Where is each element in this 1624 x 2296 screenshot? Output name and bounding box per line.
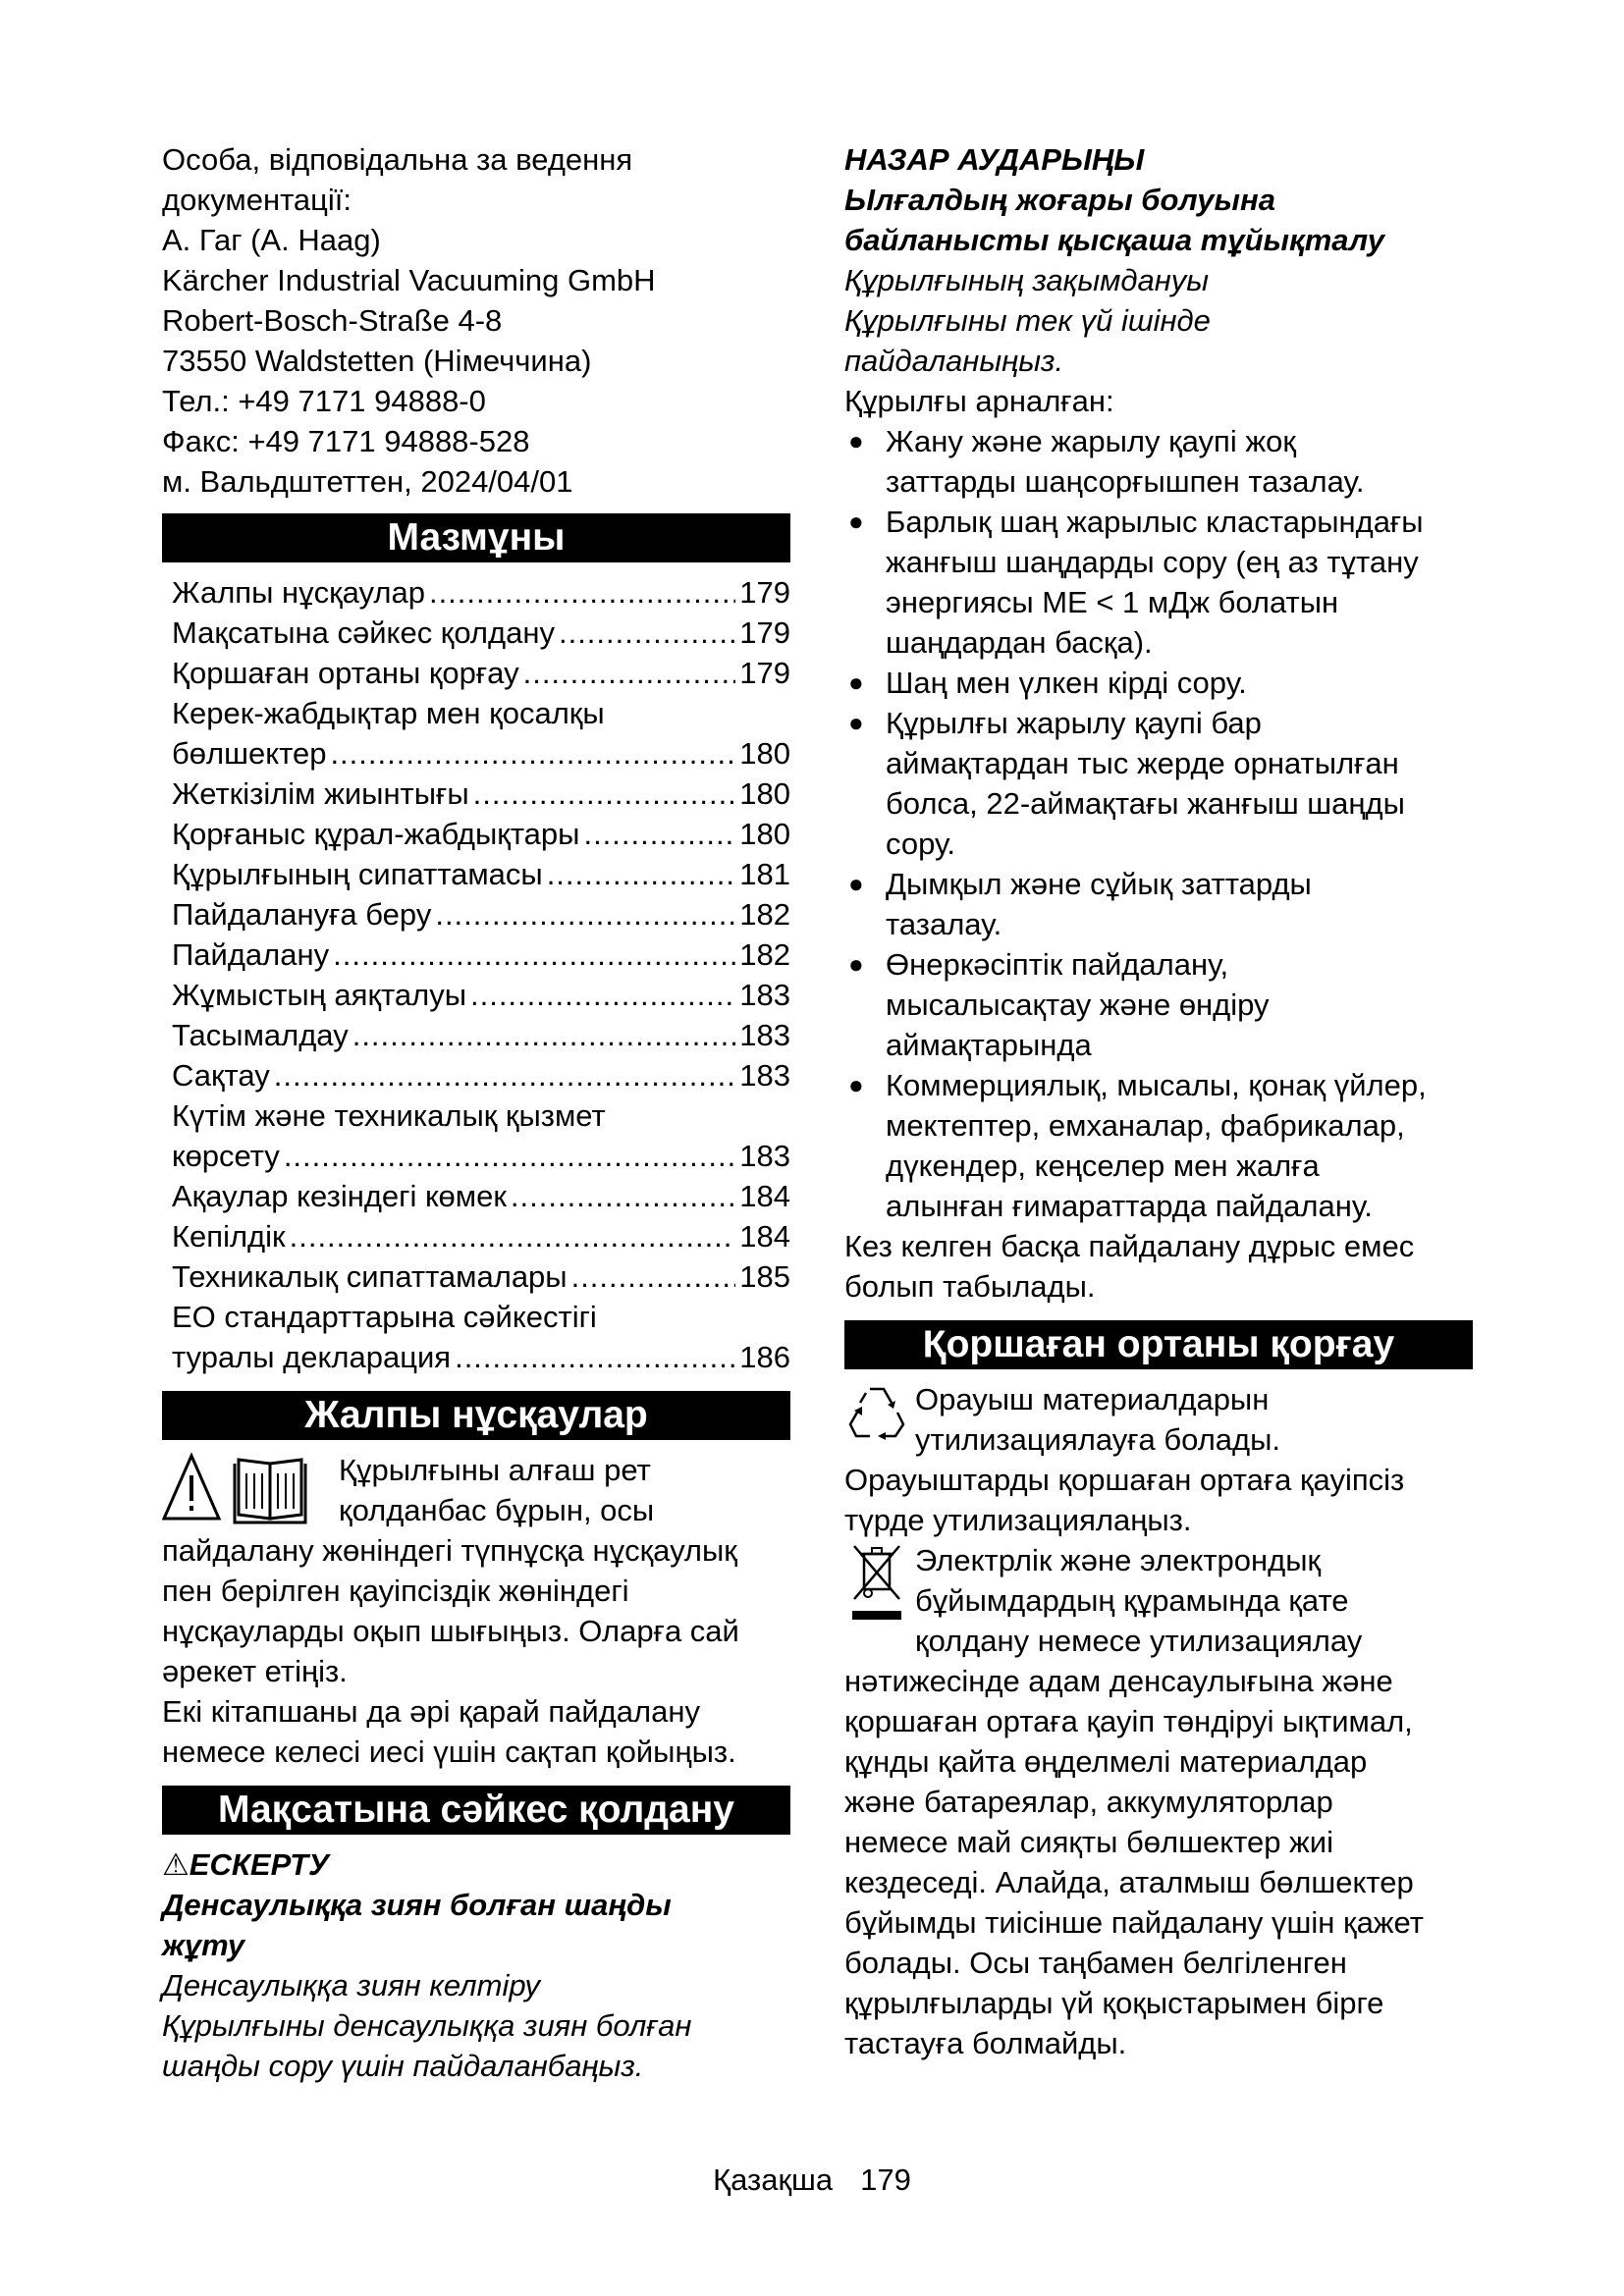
toc-entry-page: 183: [739, 1139, 790, 1173]
toc-entry-page: 183: [739, 1058, 790, 1093]
address-block: [162, 139, 790, 502]
weee-text-line: немесе май сияқты бөлшектер жиі: [844, 1825, 1333, 1859]
toc-entry-page: 179: [739, 656, 790, 690]
right-column: [844, 139, 1473, 2063]
toc-dot-leader: [290, 1216, 736, 1256]
toc-dot-leader: [455, 1337, 735, 1377]
usage-bullet-line: заттарды шаңсорғышпен тазалау.: [886, 464, 1365, 499]
toc-dot-leader: [352, 1015, 736, 1055]
usage-bullet-item: [844, 864, 1473, 944]
toc-entry-page: 180: [739, 817, 790, 851]
notice-italic-line: Құрылғыны тек үй ішінде: [844, 303, 1211, 338]
toc-entry-title: көрсету: [172, 1139, 280, 1173]
address-line: Kärcher Industrial Vacuuming GmbH: [162, 263, 656, 297]
toc-entry: [172, 613, 790, 653]
usage-bullet-line: аймақтардан тыс жерде орнатылған: [886, 746, 1399, 780]
toc-entry-title: Жұмыстың аяқталуы: [172, 978, 466, 1012]
recycle-text-line: түрде утилизациялаңыз.: [844, 1503, 1192, 1537]
toc-entry-title: Құрылғының сипаттамасы: [172, 857, 543, 891]
toc-entry-title-first-line: Күтім және техникалық қызмет: [172, 1098, 606, 1133]
weee-icon-wrap: [844, 1540, 913, 1658]
notice-outro-line: Кез келген басқа пайдалану дұрыс емес: [844, 1229, 1415, 1263]
toc-entry-title: Пайдалануға беру: [172, 897, 432, 932]
toc-dot-leader: [470, 975, 735, 1015]
recycling-icon-wrap: [844, 1379, 913, 1458]
toc-dot-leader: [559, 613, 735, 653]
toc-entry: [172, 854, 790, 894]
usage-bullet-line: ● Шаң мен үлкен кірді сору.: [886, 666, 1247, 700]
toc-dot-leader: [523, 653, 736, 693]
usage-bullet-item: [844, 663, 1473, 703]
toc-heading: Мазмұны: [162, 513, 790, 562]
address-line: Факс: +49 7171 94888-528: [162, 424, 530, 458]
recycle-line: утилизациялауға болады.: [915, 1422, 1280, 1457]
warning-italic-line: Құрылғыны денсаулыққа зиян болған: [162, 2008, 692, 2043]
usage-bullet-line: аймақтарында: [886, 1028, 1092, 1062]
toc-entry: [172, 1136, 790, 1176]
toc-entry: [172, 1015, 790, 1055]
address-line: 73550 Waldstetten (Німеччина): [162, 344, 592, 378]
usage-bullet-line: ● Құрылғы жарылу қаупі бар: [886, 706, 1262, 740]
notice-outro-line: болып табылады.: [844, 1269, 1096, 1304]
address-line: Особа, відповідальна за ведення: [162, 142, 633, 177]
usage-bullet-line: тазалау.: [886, 907, 1002, 941]
toc-entry-title: Жалпы нұсқаулар: [172, 575, 425, 610]
usage-bullet-item: [844, 502, 1473, 663]
page-footer: [0, 2160, 1624, 2200]
toc-entry: [172, 1337, 790, 1377]
toc-dot-leader: [435, 894, 735, 934]
address-line: Тел.: +49 7171 94888-0: [162, 384, 486, 418]
usage-bullet-line: ● Коммерциялық, мысалы, қонақ үйлер,: [886, 1068, 1427, 1102]
usage-bullet-line: ● Дымқыл және сұйық заттарды: [886, 867, 1312, 901]
usage-bullet-line: мектептер, емханалар, фабрикалар,: [886, 1108, 1405, 1143]
usage-bullet-line: ● Барлық шаң жарылыс кластарындағы: [886, 505, 1424, 539]
toc-entry-title: Пайдалану: [172, 937, 330, 972]
general-text-line: немесе келесі иесі үшін сақтап қойыңыз.: [162, 1735, 736, 1769]
notice-italic-line: пайдаланыңыз.: [844, 344, 1064, 378]
weee-text-line: тастауға болмайды.: [844, 2026, 1127, 2060]
usage-bullet-line: алынған ғимараттарда пайдалану.: [886, 1189, 1373, 1223]
footer-page-number: 179: [860, 2163, 911, 2197]
usage-bullet-list: [844, 421, 1473, 1226]
weee-line: қолдану немесе утилизациялау: [915, 1624, 1363, 1658]
toc-dot-leader: [274, 1055, 735, 1095]
usage-bullet-line: ● Жану және жарылу қаупі жоқ: [886, 424, 1296, 458]
toc-dot-leader: [583, 814, 735, 854]
general-text-line: пен берілген қауіпсіздік жөніндегі: [162, 1574, 629, 1608]
usage-bullet-item: [844, 703, 1473, 864]
general-heading: Жалпы нұсқаулар: [162, 1391, 790, 1440]
notice-block: [844, 139, 1473, 1307]
toc-entry-page: 183: [739, 1018, 790, 1052]
usage-bullet-line: жанғыш шаңдарды сору (ең аз тұтану: [886, 545, 1419, 579]
usage-bullet-line: ● Өнеркәсіптік пайдалану,: [886, 947, 1229, 982]
usage-bullet-line: энергиясы МЕ < 1 мДж болатын: [886, 585, 1339, 619]
notice-intro: Құрылғы арналған:: [844, 384, 1114, 418]
toc-entry-page: 184: [739, 1219, 790, 1254]
toc-entry-page: 184: [739, 1179, 790, 1213]
recycle-line: Орауыш материалдарын: [915, 1382, 1270, 1416]
weee-text-line: қоршаған ортаға қауіп төндіруі ықтимал,: [844, 1704, 1413, 1738]
notice-italic-line: Құрылғының зақымдануы: [844, 263, 1210, 297]
notice-bold-line: байланысты қысқаша тұйықталу: [844, 223, 1385, 257]
usage-bullet-line: сору.: [886, 827, 955, 861]
toc-entry-page: 179: [739, 615, 790, 650]
toc-entry-title: Мақсатына сәйкес қолдану: [172, 615, 555, 650]
recycle-text-line: Орауыштарды қоршаған ортаға қауіпсіз: [844, 1463, 1405, 1497]
toc-entry: [172, 733, 790, 774]
general-text-line: Екі кітапшаны да әрі қарай пайдалану: [162, 1694, 700, 1729]
usage-bullet-line: дүкендер, кеңселер мен жалға: [886, 1148, 1320, 1183]
toc-dot-leader: [284, 1136, 735, 1176]
toc-dot-leader: [429, 572, 735, 613]
warning-bold-line: жұту: [162, 1928, 245, 1962]
warning-label: ⚠ЕСКЕРТУ: [162, 1847, 330, 1882]
toc-entry-title: бөлшектер: [172, 736, 327, 771]
weee-line: бұйымдардың құрамында қате: [915, 1583, 1349, 1618]
weee-text-line: бұйымды тиісінше пайдалану үшін қажет: [844, 1905, 1424, 1940]
notice-bold-line: Ылғалдың жоғары болуына: [844, 183, 1275, 217]
toc-entry: [172, 572, 790, 613]
crossed-out-bin-icon: [844, 1540, 909, 1654]
warning-italic-line: шаңды сору үшін пайдаланбаңыз.: [162, 2049, 644, 2083]
address-line: документації:: [162, 183, 352, 217]
toc-dot-leader: [330, 733, 735, 774]
toc-entry-title: Ақаулар кезіндегі көмек: [172, 1179, 507, 1213]
intended-use-heading: Мақсатына сәйкес қолдану: [162, 1786, 790, 1835]
toc-entry-page: 179: [739, 575, 790, 610]
weee-text-line: болады. Осы таңбамен белгіленген: [844, 1946, 1347, 1980]
toc-dot-leader: [333, 934, 735, 975]
environment-block: [844, 1379, 1473, 2063]
toc-entry: [172, 1176, 790, 1216]
usage-bullet-item: [844, 421, 1473, 502]
weee-text-line: құрылғыларды үй қоқыстарымен бірге: [844, 1986, 1384, 2020]
toc-entry-title-first-line: Керек-жабдықтар мен қосалқы: [172, 696, 605, 730]
toc-entry-title: Тасымалдау: [172, 1018, 349, 1052]
weee-line: Электрлік және электрондық: [915, 1543, 1322, 1577]
toc-entry-title: туралы декларация: [172, 1340, 452, 1374]
weee-text: [844, 1661, 1473, 2063]
weee-text-line: кездеседі. Алайда, аталмыш бөлшектер: [844, 1865, 1414, 1899]
weee-text-line: және батареялар, аккумуляторлар: [844, 1785, 1333, 1819]
left-column: [162, 139, 790, 2086]
toc-entry-title: Қорғаныс құрал-жабдықтары: [172, 817, 580, 851]
toc-dot-leader: [473, 774, 736, 814]
toc-entry-page: 181: [739, 857, 790, 891]
toc-entry-page: 186: [739, 1340, 790, 1374]
environment-heading: Қоршаған ортаны қорғау: [844, 1320, 1473, 1369]
toc-entry-page: 180: [739, 736, 790, 771]
toc-entry: [172, 1256, 790, 1297]
address-line: Robert-Bosch-Straße 4-8: [162, 303, 503, 338]
usage-bullet-item: [844, 1065, 1473, 1226]
toc-entry-page: 182: [739, 897, 790, 932]
address-line: м. Вальдштеттен, 2024/04/01: [162, 464, 573, 499]
toc-entry: [172, 814, 790, 854]
recycling-icon: [844, 1379, 909, 1444]
general-text-line: әрекет етіңіз.: [162, 1654, 348, 1688]
toc-entry: [172, 975, 790, 1015]
toc-entry-title: Техникалық сипаттамалары: [172, 1259, 568, 1294]
toc-dot-leader: [511, 1176, 735, 1216]
toc-entry-title: Жеткізілім жиынтығы: [172, 776, 469, 811]
toc-entry-page: 180: [739, 776, 790, 811]
warning-triangle-icon: [162, 1450, 329, 1530]
general-text-line: нұсқауларды оқып шығыңыз. Оларға сай: [162, 1614, 739, 1648]
toc-entry-title-first-line: ЕО стандарттарына сәйкестігі: [172, 1300, 597, 1334]
manual-book-icon: [235, 1460, 305, 1522]
weee-text-line: құнды қайта өңделмелі материалдар: [844, 1744, 1368, 1779]
warning-bold-line: Денсаулыққа зиян болған шаңды: [162, 1888, 672, 1922]
table-of-contents: [162, 572, 790, 1377]
toc-entry: [172, 774, 790, 814]
toc-entry: [172, 1055, 790, 1095]
address-line: А. Гаг (А. Haag): [162, 223, 381, 257]
toc-entry-page: 183: [739, 978, 790, 1012]
toc-entry: [172, 934, 790, 975]
general-text-line: пайдалану жөніндегі түпнұсқа нұсқаулық: [162, 1533, 737, 1568]
usage-bullet-line: шаңдардан басқа).: [886, 625, 1153, 660]
usage-bullet-item: [844, 944, 1473, 1065]
toc-entry-page: 185: [739, 1259, 790, 1294]
toc-dot-leader: [547, 854, 736, 894]
toc-entry-title: Қоршаған ортаны қорғау: [172, 656, 519, 690]
usage-bullet-line: болса, 22-аймақтағы жанғыш шаңды: [886, 786, 1405, 821]
toc-entry: [172, 1216, 790, 1256]
weee-text-line: нәтижесінде адам денсаулығына және: [844, 1664, 1393, 1698]
intended-use-warning: [162, 1844, 790, 2086]
toc-dot-leader: [571, 1256, 736, 1297]
general-text-line: Құрылғыны алғаш рет: [339, 1453, 651, 1487]
warning-and-manual-icons: [162, 1450, 329, 1530]
toc-entry-title: Сақтау: [172, 1058, 270, 1093]
toc-entry-page: 182: [739, 937, 790, 972]
toc-entry: [172, 894, 790, 934]
toc-entry-title: Кепілдік: [172, 1219, 286, 1254]
toc-entry: [172, 653, 790, 693]
small-warning-icon: ⚠: [162, 1847, 189, 1882]
usage-bullet-line: мысалысақтау және өндіру: [886, 988, 1270, 1022]
general-text-line: қолданбас бұрын, осы: [339, 1493, 655, 1527]
warning-italic-line: Денсаулыққа зиян келтіру: [162, 1968, 541, 2002]
notice-label: НАЗАР АУДАРЫҢЫ: [844, 142, 1145, 177]
general-notes-block: [162, 1450, 790, 1772]
footer-language: Қазақша: [713, 2163, 834, 2197]
